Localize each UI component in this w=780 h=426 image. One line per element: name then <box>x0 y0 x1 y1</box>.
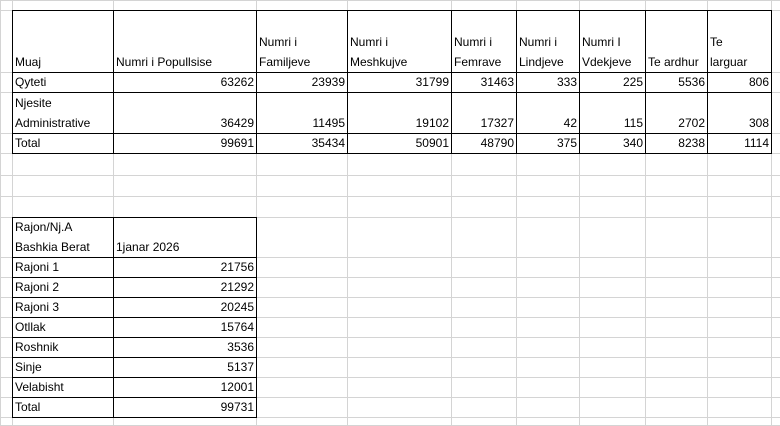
table-cell: 8238 <box>678 136 705 150</box>
table-cell: 225 <box>622 75 643 89</box>
column-header: Numri i Femrave <box>454 35 502 69</box>
row-label: Roshnik <box>15 340 59 354</box>
table-cell: 1114 <box>744 136 769 150</box>
table-cell: 35434 <box>311 136 345 150</box>
gridline-horizontal <box>0 196 780 197</box>
table-cell: 21756 <box>220 260 254 274</box>
column-header: Numri i Lindjeve <box>519 35 564 69</box>
column-header: Numri i Familjeve <box>259 35 311 69</box>
row-label: Total <box>15 136 41 150</box>
table-cell: 63262 <box>220 75 254 89</box>
table-cell: 42 <box>563 116 577 130</box>
column-header: Te ardhur <box>648 55 699 69</box>
table-border-horizontal <box>12 417 257 418</box>
table-cell: 12001 <box>220 380 254 394</box>
column-header: Numri i Meshkujve <box>350 35 408 69</box>
row-label: Otllak <box>15 320 46 334</box>
table-cell: 308 <box>748 116 769 130</box>
table-cell: 806 <box>748 75 769 89</box>
table-cell: 333 <box>556 75 577 89</box>
row-label: Total <box>15 400 41 414</box>
table-cell: 5137 <box>227 360 254 374</box>
table-border-vertical <box>771 10 772 154</box>
table-cell: 11495 <box>312 116 345 130</box>
gridline-horizontal <box>0 0 780 1</box>
table-cell: 115 <box>623 116 643 130</box>
gridline-vertical <box>0 0 1 425</box>
table-border-vertical <box>256 217 257 418</box>
column-header: Rajon/Nj.A Bashkia Berat <box>15 220 90 254</box>
row-label: Rajoni 1 <box>15 260 60 274</box>
table-cell: 19102 <box>415 116 449 130</box>
table-border-horizontal <box>12 153 772 154</box>
table-cell: 375 <box>556 136 577 150</box>
row-label: Velabisht <box>15 380 64 394</box>
table-cell: 23939 <box>311 75 345 89</box>
column-header: Muaj <box>15 55 42 69</box>
table-cell: 2702 <box>678 116 705 130</box>
column-header: Te larguar <box>710 35 748 69</box>
table-cell: 48790 <box>480 136 514 150</box>
table-cell: 20245 <box>220 300 254 314</box>
table-cell: 99691 <box>220 136 254 150</box>
table-cell: 21292 <box>220 280 254 294</box>
table-cell: 99731 <box>220 400 254 414</box>
table-cell: 15764 <box>220 320 254 334</box>
table-cell: 3536 <box>227 340 254 354</box>
column-header: Numri i Popullsise <box>116 55 213 69</box>
row-label: Rajoni 2 <box>15 280 60 294</box>
row-label: Rajoni 3 <box>15 300 60 314</box>
row-label: Njesite Administrative <box>15 96 91 130</box>
table-cell: 17327 <box>480 116 514 130</box>
gridline-horizontal <box>0 175 780 176</box>
table-cell: 5536 <box>678 75 705 89</box>
table-cell: 36429 <box>220 116 254 130</box>
table-cell: 31463 <box>480 75 514 89</box>
table-cell: 340 <box>622 136 643 150</box>
row-label: Sinje <box>15 360 42 374</box>
table-cell: 50901 <box>415 136 449 150</box>
column-header: Numri I Vdekjeve <box>582 35 632 69</box>
table-cell: 31799 <box>415 75 449 89</box>
column-header: 1janar 2026 <box>116 240 180 254</box>
row-label: Qyteti <box>15 75 47 89</box>
